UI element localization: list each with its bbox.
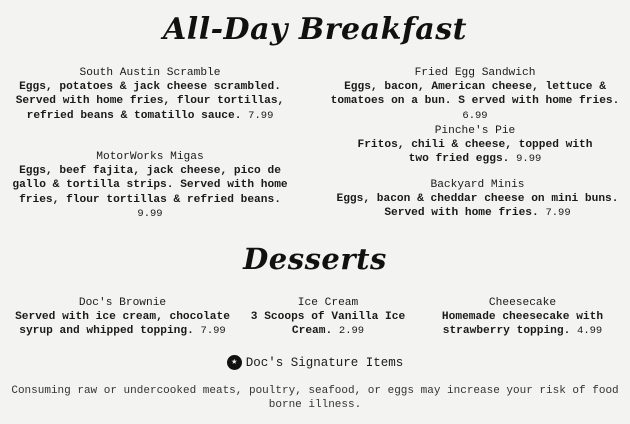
item-description: Fritos, chili & cheese, topped with two fried eggs.	[357, 139, 593, 166]
item-name: Fried Egg Sandwich	[414, 67, 536, 79]
menu-item-backyard-minis	[330, 178, 625, 221]
breakfast-heading: All-Day Breakfast	[163, 12, 467, 47]
menu-item-fried-egg-sandwich	[330, 66, 620, 123]
item-description: Eggs, beef fajita, jack cheese, pico de gallo & tortilla strips. Served with home fries, flour tortillas & refried beans.	[12, 165, 288, 206]
item-price: 9.99	[137, 207, 163, 220]
item-description: Eggs, bacon, American cheese, lettuce & tomatoes on a bun. S erved with home fries.	[330, 81, 620, 108]
item-name: Ice Cream	[297, 297, 359, 309]
item-price: 9.99	[516, 153, 542, 166]
menu-item-cheesecake	[420, 296, 625, 339]
item-description: Served with ice cream, chocolate syrup and whipped topping.	[15, 311, 230, 338]
legend-label: Doc's Signature Items	[245, 355, 404, 370]
menu-item-ice-cream	[248, 296, 408, 339]
item-name: Doc's Brownie	[78, 297, 167, 309]
item-description: Homemade cheesecake with strawberry topping.	[441, 311, 604, 338]
item-name: Pinche's Pie	[434, 125, 516, 137]
item-name: MotorWorks Migas	[96, 151, 204, 163]
item-price: 2.99	[338, 325, 365, 338]
food-safety-notice: Consuming raw or undercooked meats, poultry, seafood, or eggs may increase your risk of food borne illness.	[11, 385, 619, 411]
menu-item-south-austin-scramble	[10, 66, 290, 123]
item-price: 6.99	[462, 109, 488, 122]
menu-item-motorworks-migas	[10, 150, 290, 221]
menu-item-docs-brownie	[5, 296, 240, 339]
item-price: 7.99	[200, 325, 226, 338]
item-description: Eggs, potatoes & jack cheese scrambled. Served with home fries, flour tortillas, refried beans & tomatillo sauce.	[15, 81, 285, 122]
item-description: Eggs, bacon & cheddar cheese on mini buns. Served with home fries.	[336, 193, 619, 220]
star-icon: ★	[227, 355, 242, 370]
menu-item-pinches-pie	[350, 124, 600, 167]
item-name: South Austin Scramble	[79, 67, 221, 79]
item-price: 4.99	[577, 325, 603, 338]
item-price: 7.99	[545, 207, 571, 220]
signature-legend	[0, 355, 630, 370]
item-name: Cheesecake	[488, 297, 557, 309]
item-description: 3 Scoops of Vanilla Ice Cream.	[250, 311, 406, 338]
item-name: Backyard Minis	[430, 179, 525, 191]
desserts-heading: Desserts	[243, 242, 387, 276]
item-price: 7.99	[248, 109, 274, 122]
